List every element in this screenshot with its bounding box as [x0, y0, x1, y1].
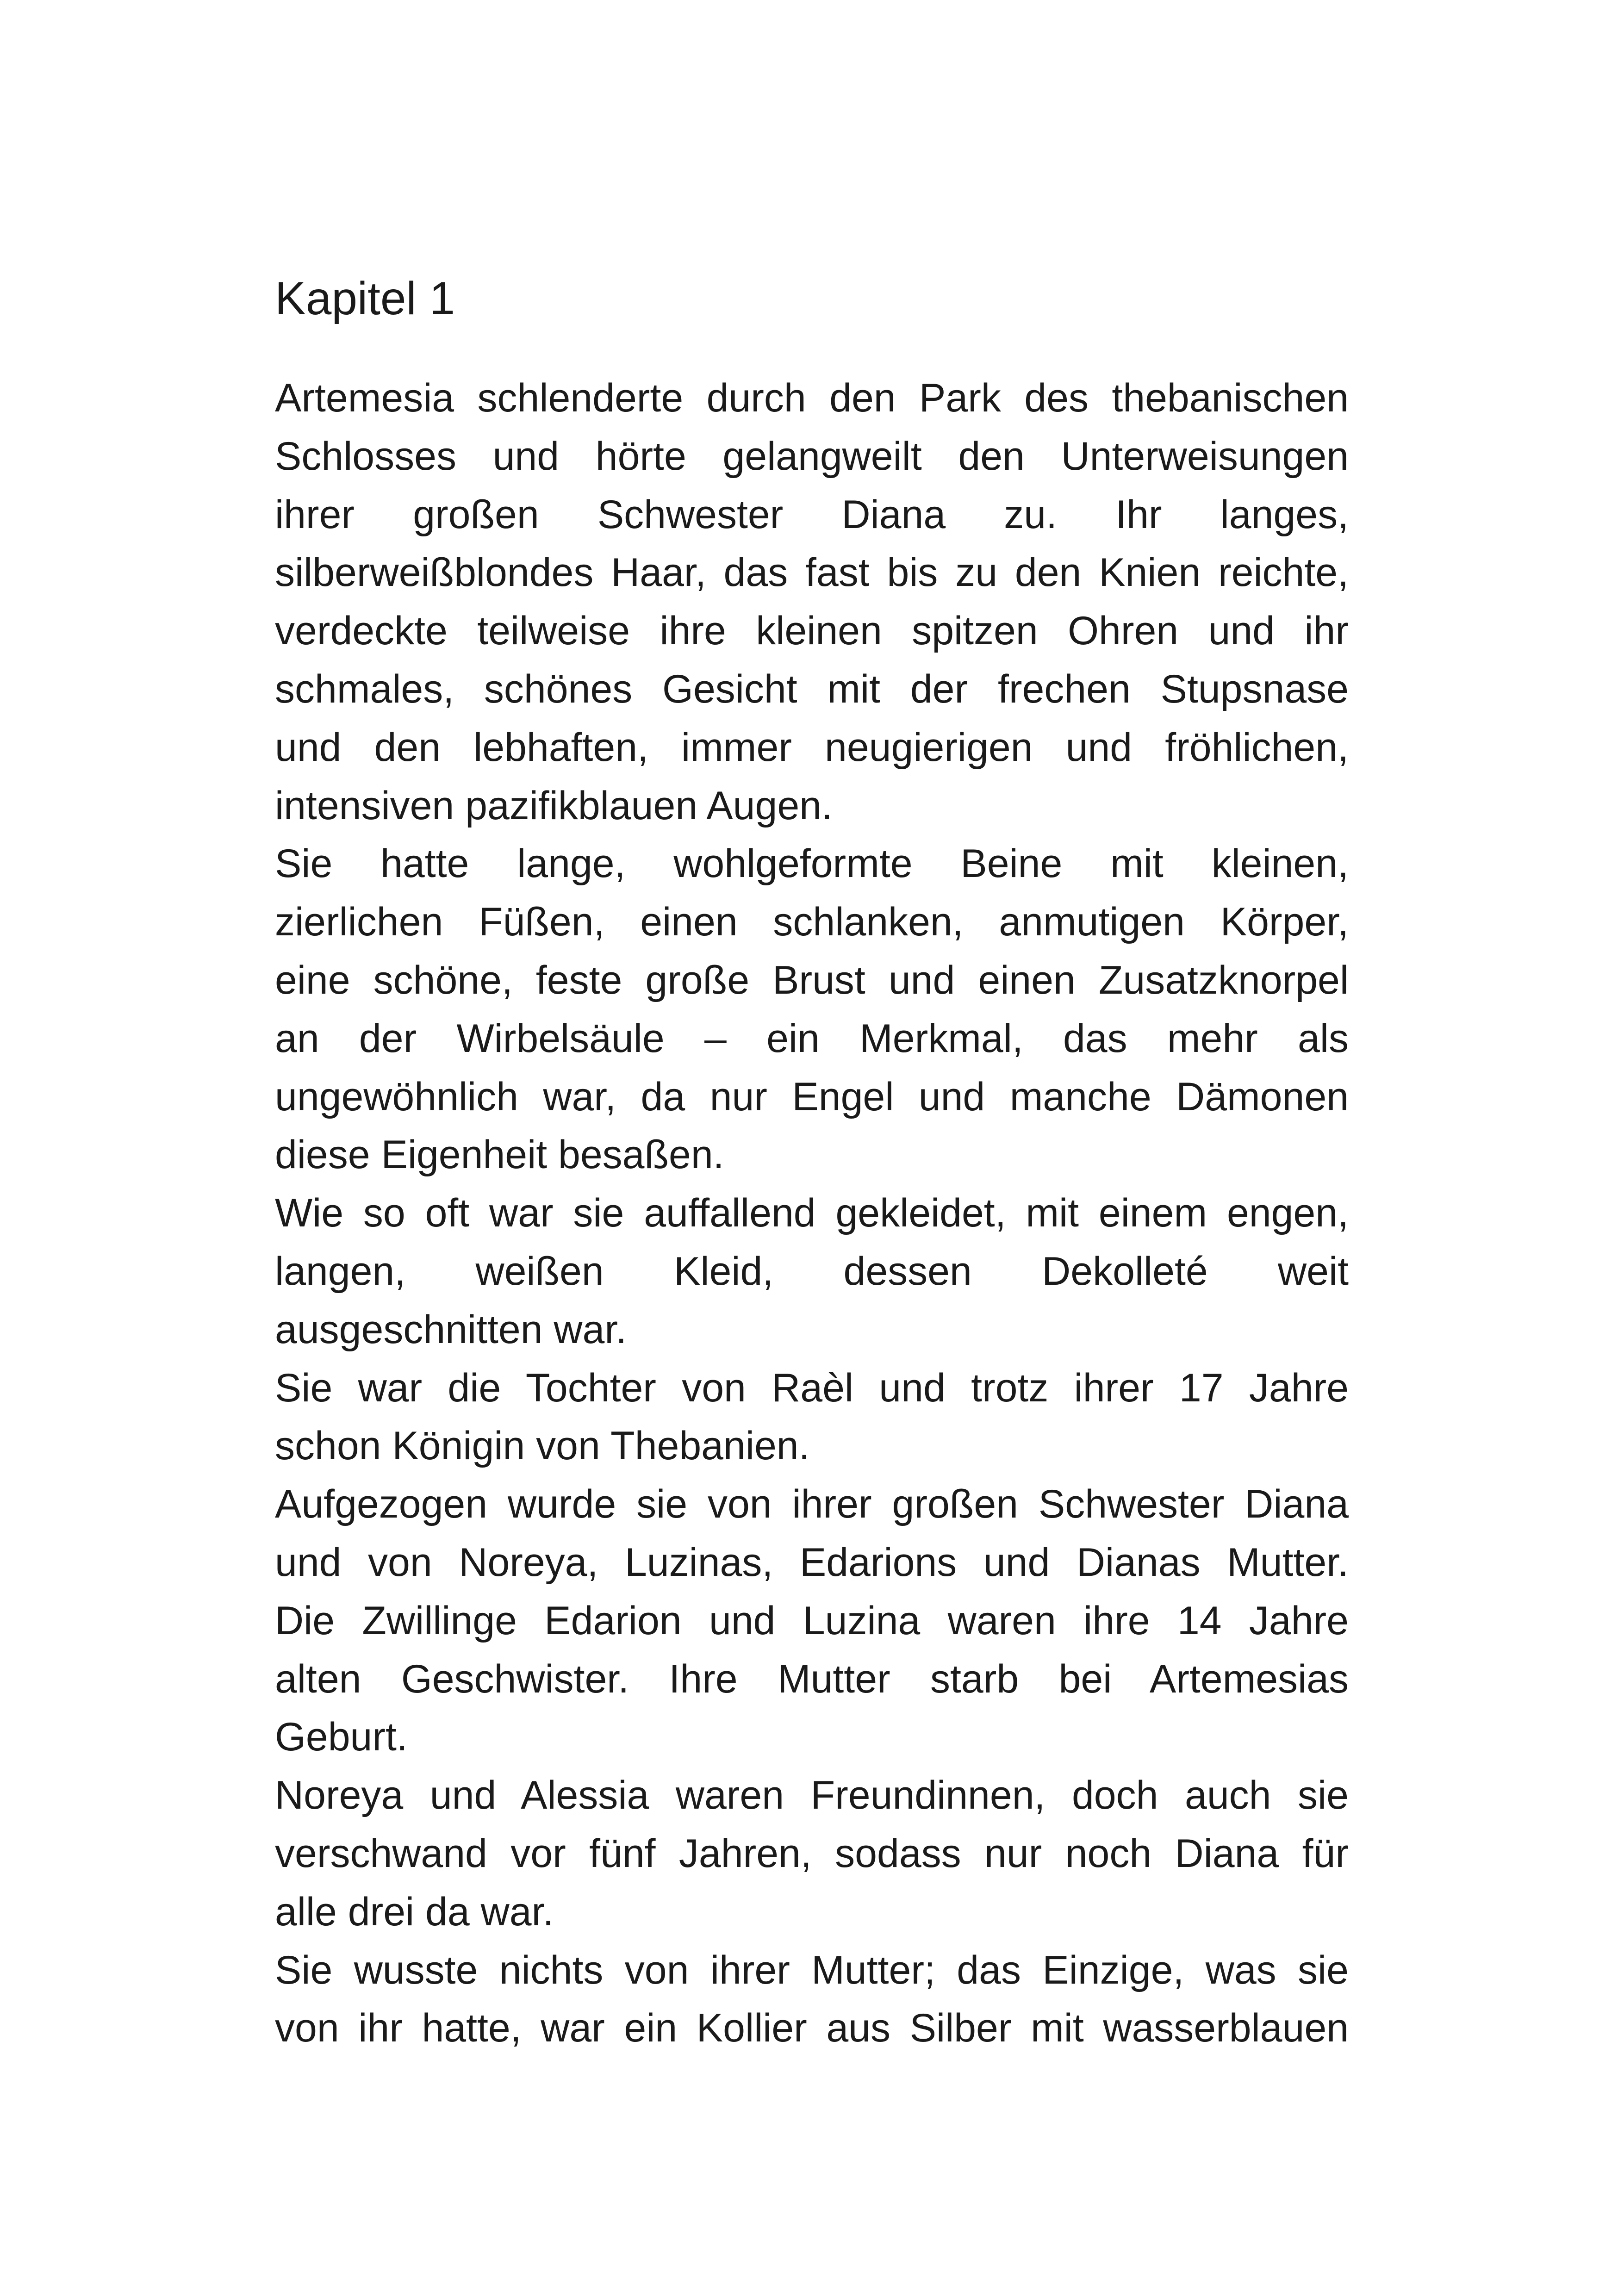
text-line: Noreya und Alessia waren Freundinnen, doch auch sie [275, 1773, 1349, 1818]
text-line: ihrer großen Schwester Diana zu. Ihr langes, [275, 492, 1349, 537]
paragraph [275, 835, 1349, 1184]
text-line: intensiven pazifikblauen Augen. [275, 783, 833, 828]
text-line: schon Königin von Thebanien. [275, 1424, 810, 1468]
text-line: Wie so oft war sie auffallend gekleidet, mit einem engen, [275, 1191, 1349, 1236]
text-line: diese Eigenheit besaßen. [275, 1132, 724, 1177]
text-line: silberweißblondes Haar, das fast bis zu den Knien reichte, [275, 550, 1349, 595]
text-line: Die Zwillinge Edarion und Luzina waren ihre 14 Jahre [275, 1598, 1349, 1643]
text-line: Schlosses und hörte gelangweilt den Unterweisungen [275, 434, 1349, 479]
text-line: und den lebhaften, immer neugierigen und fröhlichen, [275, 725, 1349, 770]
text-line: Sie hatte lange, wohlgeformte Beine mit kleinen, [275, 841, 1349, 886]
text-line: verdeckte teilweise ihre kleinen spitzen Ohren und ihr [275, 609, 1349, 653]
text-line: eine schöne, feste große Brust und einen Zusatzknorpel [275, 958, 1349, 1002]
text-line: an der Wirbelsäule – ein Merkmal, das mehr als [275, 1016, 1349, 1061]
text-line: Geburt. [275, 1715, 408, 1760]
paragraph [275, 1475, 1349, 1767]
text-line: schmales, schönes Gesicht mit der frechen Stupsnase [275, 666, 1349, 711]
text-line: alle drei da war. [275, 1889, 554, 1934]
text-line: Artemesia schlenderte durch den Park des thebanischen [275, 376, 1349, 420]
text-line: ausgeschnitten war. [275, 1307, 627, 1352]
text-line: zierlichen Füßen, einen schlanken, anmutigen Körper, [275, 900, 1349, 945]
text-line: ungewöhnlich war, da nur Engel und manche Dämonen [275, 1074, 1349, 1119]
text-line: Sie wusste nichts von ihrer Mutter; das Einzige, was sie [275, 1948, 1349, 1992]
paragraph [275, 1767, 1349, 1941]
paragraph [275, 1941, 1349, 2058]
paragraph [275, 1359, 1349, 1476]
text-line: von ihr hatte, war ein Kollier aus Silber mit wasserblauen [275, 2006, 1349, 2051]
paragraph [275, 1184, 1349, 1359]
text-line: verschwand vor fünf Jahren, sodass nur noch Diana für [275, 1831, 1349, 1876]
text-line: und von Noreya, Luzinas, Edarions und Dianas Mutter. [275, 1540, 1349, 1585]
text-line: langen, weißen Kleid, dessen Dekolleté weit [275, 1249, 1349, 1294]
body-text [275, 369, 1349, 2058]
chapter-heading: Kapitel 1 [275, 273, 455, 324]
text-line: Aufgezogen wurde sie von ihrer großen Schwester Diana [275, 1482, 1349, 1527]
paragraph [275, 369, 1349, 835]
text-line: Sie war die Tochter von Raèl und trotz ihrer 17 Jahre [275, 1365, 1349, 1410]
text-line: alten Geschwister. Ihre Mutter starb bei Artemesias [275, 1656, 1349, 1701]
